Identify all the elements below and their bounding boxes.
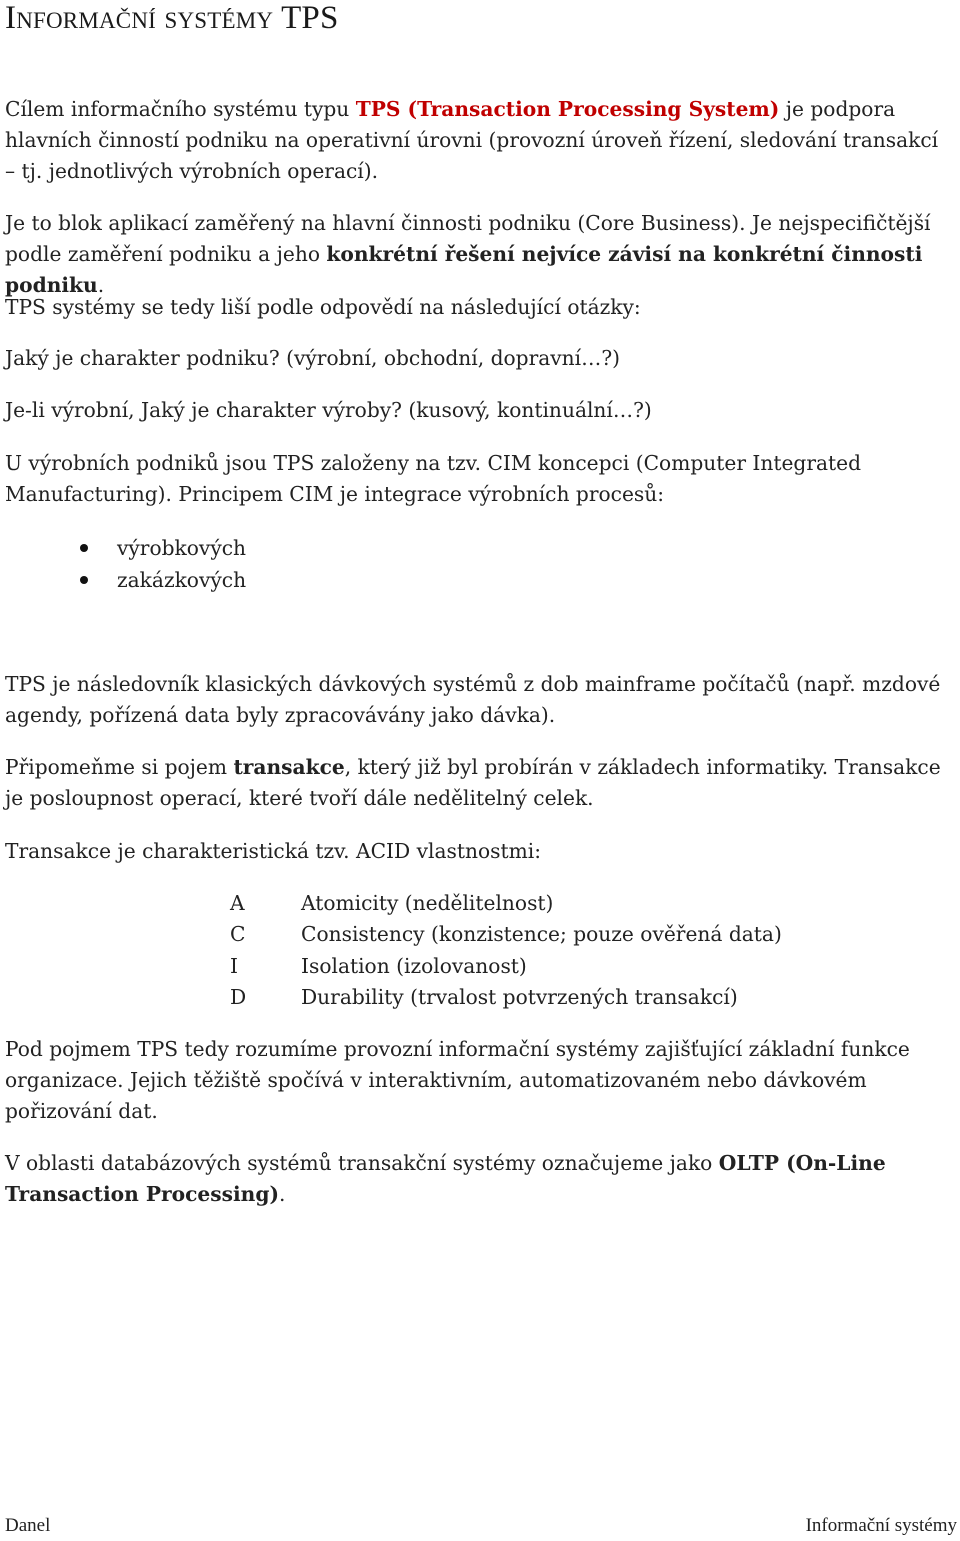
bullet-icon — [80, 576, 88, 584]
batch-paragraph: TPS je následovník klasických dávkových systémů z dob mainframe počítačů (např. mzdové agendy, pořízená data byly zpracovávány jako dávka). — [5, 672, 941, 727]
document-page — [5, 0, 955, 1541]
questions-intro: TPS systémy se tedy liší podle odpovědí na následující otázky: — [5, 295, 641, 319]
acid-intro: Transakce je charakteristická tzv. ACID vlastnostmi: — [5, 839, 542, 863]
list-item — [5, 532, 246, 564]
page-footer — [5, 1514, 957, 1538]
transaction-paragraph — [5, 752, 950, 814]
oltp-lead: V oblasti databázových systémů transakční systémy označujeme jako — [5, 1151, 719, 1175]
question-1: Jaký je charakter podniku? (výrobní, obchodní, dopravní…?) — [5, 346, 621, 370]
acid-description: Consistency (konzistence; pouze ověřená data) — [301, 922, 782, 947]
core-paragraph — [5, 208, 950, 301]
cim-bullet-list — [5, 532, 246, 596]
intro-term: TPS (Transaction Processing System) — [355, 97, 780, 121]
list-item — [5, 564, 246, 596]
oltp-end: . — [279, 1182, 286, 1206]
acid-description: Isolation (izolovanost) — [301, 953, 527, 978]
acid-letter: C — [230, 922, 246, 947]
acid-description: Durability (trvalost potvrzených transakcí) — [301, 984, 738, 1009]
intro-lead: Cílem informačního systému typu — [5, 97, 356, 121]
page-title: Informační systémy TPS — [5, 0, 339, 36]
intro-rest: je podpora hlavních činností podniku na operativní úrovni (provozní úroveň řízení, sledování transakcí – tj. jednotlivých výrobních operací). — [5, 97, 939, 183]
transaction-rest: , který již byl probírán v základech informatiky. Transakce je posloupnost operací, které tvoří dále nedělitelný celek. — [5, 755, 941, 810]
acid-letter: I — [230, 953, 238, 978]
footer-author: Danel — [5, 1515, 51, 1536]
intro-paragraph — [5, 94, 950, 187]
core-bold: konkrétní řešení nejvíce závisí na konkrétní činnosti podniku — [5, 242, 923, 297]
acid-letter: D — [230, 984, 247, 1009]
acid-description: Atomicity (nedělitelnost) — [301, 891, 554, 915]
tps-definition-paragraph: Pod pojmem TPS tedy rozumíme provozní informační systémy zajišťující základní funkce organizace. Jejich těžiště spočívá v interaktivním, automatizovaném nebo dávkovém pořizování dat. — [5, 1037, 910, 1123]
core-end: . — [97, 273, 105, 297]
oltp-term: OLTP (On-Line Transaction Processing) — [5, 1151, 886, 1206]
acid-letter: A — [230, 891, 245, 915]
core-text: Je to blok aplikací zaměřený na hlavní činnosti podniku (Core Business). Je nejspecifičtější podle zaměření podniku a jeho — [5, 211, 931, 266]
cim-paragraph: U výrobních podniků jsou TPS založeny na tzv. CIM koncepci (Computer Integrated Manufacturing). Principem CIM je integrace výrobních procesů: — [5, 451, 862, 506]
footer-title: Informační systémy — [805, 1515, 957, 1536]
list-item-label: výrobkových — [117, 536, 247, 560]
oltp-paragraph — [5, 1148, 950, 1210]
bullet-icon — [80, 544, 88, 552]
transaction-lead: Připomeňme si pojem — [5, 755, 234, 779]
transaction-term: transakce — [233, 755, 345, 779]
list-item-label: zakázkových — [117, 568, 247, 592]
question-2: Je-li výrobní, Jaký je charakter výroby? (kusový, kontinuální…?) — [5, 398, 652, 422]
